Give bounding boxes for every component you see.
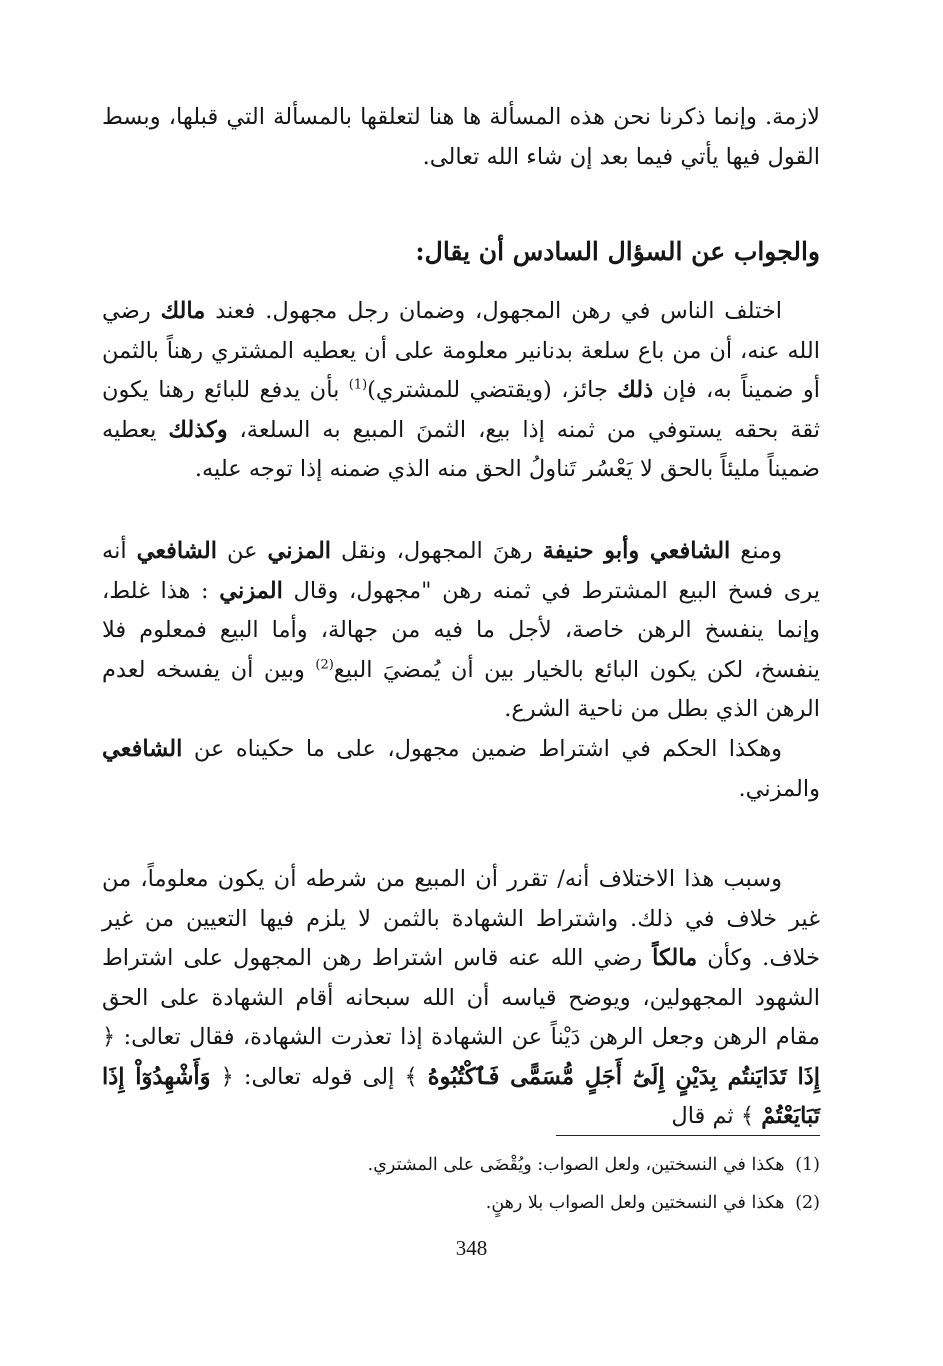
p2-text-e: : هذا غلط، وإنما ينفسخ الرهن خاصة، لأجل ما فيه من جهالة، وأما البيع فمعلوم فلا ينفسخ، لكن يكون البائع بالخيار بين أن يُمضيَ البيع <box>102 577 821 683</box>
name-malik-2: مالكاً <box>652 945 698 971</box>
p1-text-c: جائز، (ويقتضي للمشتري) <box>367 377 608 403</box>
p2-text-d: أنه يرى فسخ البيع المشترط في ثمنه رهن "مجهول، وقال <box>102 538 821 604</box>
p2-text-a: ومنع <box>740 538 782 564</box>
footnote-number-1: (1) <box>795 1155 820 1175</box>
p2-text-f: وبين أن يفسخه لعدم الرهن الذي بطل من ناحية الشرع. <box>102 656 820 722</box>
paragraph-4 <box>102 860 820 1137</box>
p4-text-d: ثم قال <box>671 1103 734 1129</box>
footnote-text-1: هكذا في النسختين، ولعل الصواب: ويُقْضَى على المشتري. <box>367 1155 785 1175</box>
paragraph-3 <box>102 730 820 809</box>
paragraph-2 <box>102 532 820 730</box>
p4-text-b: رضي الله عنه قاس اشتراط رهن المجهول على اشتراط الشهود المجهولين، ويوضح قياسه أن الله سبحانه أقام الشهادة على الحق مقام الرهن وجعل الرهن دَيْناً عن الشهادة إذا تعذرت الشهادة، فقال تعالى: <box>102 945 820 1050</box>
p2-text-c: عن <box>226 538 258 564</box>
p3-text-a: وهكذا الحكم في اشتراط ضمين مجهول، على ما حكيناه عن <box>193 736 782 762</box>
p2-text-b: رهنَ المجهول، ونقل <box>341 538 533 564</box>
name-shafii-3: الشافعي <box>102 736 183 762</box>
intro-line-2: القول فيها يأتي فيما بعد إن شاء الله تعالى. <box>422 143 820 170</box>
name-shafii-2: الشافعي <box>136 538 217 564</box>
intro-paragraph <box>102 98 820 177</box>
page-number: 348 <box>455 1236 488 1260</box>
names-shafii-abu-hanifa: الشافعي وأبو حنيفة <box>542 538 731 564</box>
footnote-2 <box>102 1189 820 1217</box>
p4-text-c: إلى قوله تعالى: <box>243 1063 395 1090</box>
footnote-number-2: (2) <box>795 1193 820 1213</box>
quran-verse-2: وَأَشْهِدُوٓاْ إِذَا تَبَايَعْتُمْ <box>102 1063 820 1129</box>
bold-kadhalik: وكذلك <box>168 416 228 443</box>
name-malik: مالك <box>160 298 206 324</box>
quran-verse-1: إِذَا تَدَايَنتُم بِدَيْنٍ إِلَىٰٓ أَجَلٍ مُّسَمًّى فَٱكْتُبُوهُ <box>427 1063 820 1090</box>
p1-text-a: اختلف الناس في رهن المجهول، وضمان رجل مجهول. فعند <box>215 298 782 324</box>
p1-text-e: يعطيه ضميناً مليئاً بالحق لا يَعْسُر تَناولُ الحق منه الذي ضمنه إذا توجه عليه. <box>102 416 820 482</box>
footnote-ref-2: (2) <box>315 657 334 672</box>
footnote-text-2: هكذا في النسختين ولعل الصواب بلا رهنٍ. <box>485 1193 785 1213</box>
p1-text-b: رضي الله عنه، أن من باع سلعة بدنانير معلومة على أن يعطيه المشتري رهناً بالثمن أو ضميناً به، فإن <box>102 298 820 403</box>
intro-line-1: لازمة. وإنما ذكرنا نحن هذه المسألة ها هنا لتعلقها بالمسألة التي قبلها، وبسط <box>102 104 820 130</box>
name-muzani-1: المزني <box>267 538 332 564</box>
quran-bracket-open-icon: ﴿ <box>102 1024 116 1050</box>
quran-bracket-close-icon: ﴾ <box>740 1103 755 1129</box>
quran-bracket-open-icon: ﴿ <box>220 1063 234 1090</box>
footnote-divider <box>556 1135 820 1136</box>
footnote-ref-1: (1) <box>348 377 368 393</box>
p1-text-d: بأن يدفع للبائع رهنا يكون ثقة بحقه يستوفي من ثمنه إذا بيع، الثمنَ المبيع به السلعة، <box>102 377 820 443</box>
footnote-1 <box>102 1151 820 1179</box>
paragraph-1 <box>102 292 820 490</box>
quran-bracket-close-icon: ﴾ <box>404 1063 418 1090</box>
p4-text-a: وسبب هذا الاختلاف أنه/ تقرر أن المبيع من شرطه أن يكون معلوماً، من غير خلاف في ذلك. واشتراط الشهادة بالثمن لا يلزم فيها التعيين من غير خلاف. وكأن <box>102 866 820 971</box>
p3-text-b: والمزني. <box>738 775 820 802</box>
name-muzani-2: المزني <box>219 577 283 604</box>
bold-dhalik: ذلك <box>617 377 654 403</box>
section-heading: والجواب عن السؤال السادس أن يقال: <box>415 237 820 266</box>
